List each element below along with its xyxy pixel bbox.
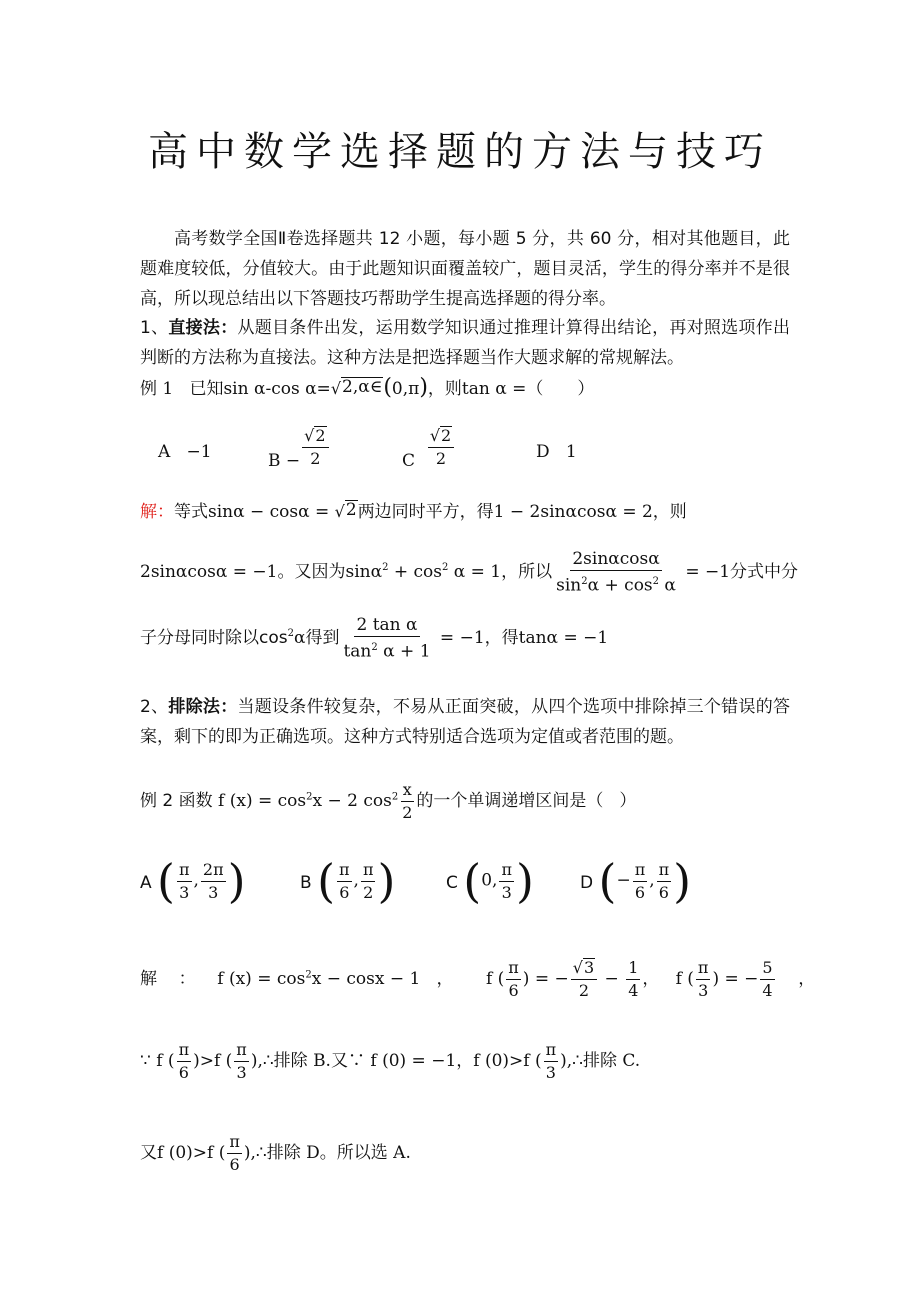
option-a: A ( $\frac{\pi}{3}$ , $\frac{2\pi}{3}$ )	[140, 854, 246, 908]
example-1-interval: 0,π	[391, 379, 420, 399]
example-1-condition: sin α-cos α=	[223, 379, 331, 399]
example-2-label: 例 2 函数	[140, 791, 213, 811]
solution-2-line-3: 又f (0)>f ( $\frac{\pi}{6}$ ),∴排除 D。所以选 A.	[140, 1132, 411, 1174]
section-1-name: 直接法：	[168, 318, 238, 338]
option-b: B ( $\frac{\pi}{6}$ , $\frac{\pi}{2}$ )	[300, 854, 396, 908]
section-1	[140, 313, 790, 373]
section-1-number: 1、	[140, 318, 169, 338]
solution-1-tan-fraction: $\frac{\text{2 tan α}}{\tan^2 \alpha + 1}$	[343, 615, 431, 662]
solution-1-label: 解：	[140, 502, 174, 522]
section-1-text: 从题目条件出发，运用数学知识通过推理计算得出结论，再对照选项作出判断的方法称为直接法。这种方法是把选择题当作大题求解的常规解法。	[140, 318, 791, 368]
option-c: C (0, $\frac{\pi}{3}$ )	[446, 854, 534, 908]
example-1-label: 例 1	[140, 379, 174, 399]
solution-2-line-1: 解 ： f $(x) = \cos^2x - \cos x - 1$ ， f ( $\frac{\pi}{6}$ ) = − √ 3 2 − $\frac{1}{4}$ ， f ( $\frac{\pi}{3}$ ) = − $\frac{5}{4}$ ，	[140, 958, 816, 1000]
example-1-question: 例 1 已知sin α-cos α= √ 2,α∈ (0,π)，则tan α =（ ）	[140, 375, 595, 400]
option-a: A −1	[158, 442, 212, 462]
sqrt-symbol: √ 2,α∈	[331, 377, 384, 401]
section-2-name: 排除法：	[168, 697, 238, 717]
solution-1-line-1: 解：等式sinα − cosα = √ 2 两边同时平方，得1 − 2sinαcosα = 2，则	[140, 500, 687, 522]
solution-1-line-2: 2sinαcosα = −1。又因为$\sin\alpha^2 + \cos^2 \alpha = 1$，所以 $\frac{2\sin\alpha\cos\alpha}{\sin^2\alpha + \cos^2 \alpha}$ = −1分式中分	[140, 549, 799, 596]
section-2-text: 当题设条件较复杂，不易从正面突破，从四个选项中排除掉三个错误的答案，剩下的即为正确选项。这种方式特别适合选项为定值或者范围的题。	[140, 697, 791, 747]
option-c: C √ 2 2	[402, 426, 456, 469]
example-1-known: 已知	[189, 379, 224, 399]
intro-paragraph: 高考数学全国Ⅱ卷选择题共 12 小题，每小题 5 分，共 60 分，相对其他题目，此题难度较低，分值较大。由于此题知识面覆盖较广，题目灵活，学生的得分率并不是很高，所以现总结出以下答题技巧帮助学生提高选择题的得分率。	[140, 229, 790, 309]
section-2	[140, 692, 790, 752]
page-title: 高中数学选择题的方法与技巧	[148, 129, 772, 175]
section-2-number: 2、	[140, 697, 169, 717]
example-2-question: 例 2 函数 f $(x) = \cos^2x - 2$ $\cos^2$ $\frac{x}{2}$ 的一个单调递增区间是（ ）	[140, 780, 637, 822]
option-b: B − √ 2 2	[268, 426, 331, 469]
solution-2-line-2: ∵ f ( $\frac{\pi}{6}$ )>f ( $\frac{\pi}{3}$ ),∴排除 B.又∵ f (0) = −1，f (0)>f ( $\frac{\pi}{3}$ ),∴排除 C.	[140, 1040, 641, 1082]
option-d: D (− $\frac{\pi}{6}$ , $\frac{\pi}{6}$ )	[580, 854, 692, 908]
option-d: D 1	[536, 442, 577, 462]
solution-1-fraction: $\frac{2\sin\alpha\cos\alpha}{\sin^2\alpha + \cos^2 \alpha}$	[556, 549, 676, 596]
solution-1-line-3: 子分母同时除以$\cos^2\alpha$得到 $\frac{\text{2 tan α}}{\tan^2 \alpha + 1}$ = −1，得tanα = −1	[140, 615, 609, 662]
example-1-ask: tan α =（	[461, 379, 544, 399]
